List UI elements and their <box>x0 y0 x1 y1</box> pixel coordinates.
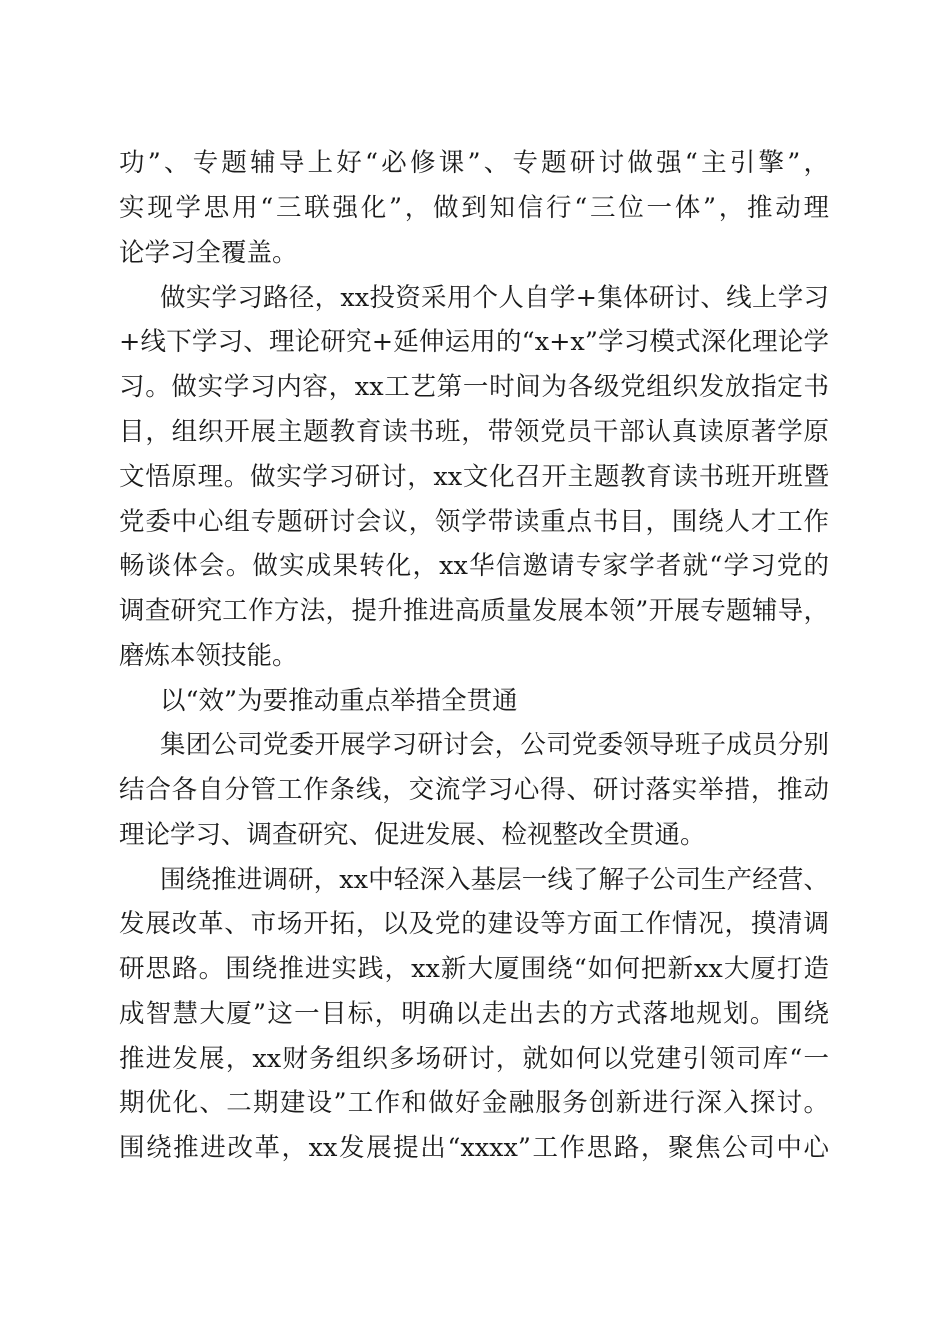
paragraph-4-line-6: 期优化、二期建设”工作和做好金融服务创新进行深入探讨。 <box>119 1088 829 1118</box>
paragraph-2-line-5: 文悟原理。做实学习研讨，xx文化召开主题教育读书班开班暨 <box>119 462 829 492</box>
paragraph-2-line-1: 做实学习路径，xx投资采用个人自学+集体研讨、线上学习 <box>160 283 829 313</box>
paragraph-1-line-2: 实现学思用“三联强化”，做到知信行“三位一体”，推动理 <box>119 193 829 223</box>
paragraph-4-line-2: 发展改革、市场开拓，以及党的建设等方面工作情况，摸清调 <box>119 909 829 939</box>
paragraph-4-line-1: 围绕推进调研，xx中轻深入基层一线了解子公司生产经营、 <box>160 865 829 895</box>
paragraph-4-line-7: 围绕推进改革，xx发展提出“xxxx”工作思路，聚焦公司中心 <box>119 1133 829 1163</box>
section-heading: 以“效”为要推动重点举措全贯通 <box>160 686 518 716</box>
paragraph-2-line-3: 习。做实学习内容，xx工艺第一时间为各级党组织发放指定书 <box>119 372 829 402</box>
paragraph-2-line-4: 目，组织开展主题教育读书班，带领党员干部认真读原著学原 <box>119 417 829 447</box>
paragraph-4-line-5: 推进发展，xx财务组织多场研讨，就如何以党建引领司库“一 <box>119 1044 829 1074</box>
paragraph-2-line-7: 畅谈体会。做实成果转化，xx华信邀请专家学者就“学习党的 <box>119 551 829 581</box>
paragraph-1-line-3: 论学习全覆盖。 <box>119 238 298 268</box>
paragraph-4-line-3: 研思路。围绕推进实践，xx新大厦围绕“如何把新xx大厦打造 <box>119 954 829 984</box>
paragraph-3-line-1: 集团公司党委开展学习研讨会，公司党委领导班子成员分别 <box>160 730 829 760</box>
paragraph-3-line-2: 结合各自分管工作条线，交流学习心得、研讨落实举措，推动 <box>119 775 829 805</box>
paragraph-2-line-8: 调查研究工作方法，提升推进高质量发展本领”开展专题辅导， <box>119 596 829 626</box>
paragraph-1-line-1: 功”、专题辅导上好“必修课”、专题研讨做强“主引擎”， <box>119 148 829 178</box>
paragraph-2-line-9: 磨炼本领技能。 <box>119 641 298 671</box>
paragraph-4-line-4: 成智慧大厦”这一目标，明确以走出去的方式落地规划。围绕 <box>119 999 829 1029</box>
paragraph-3-line-3: 理论学习、调查研究、促进发展、检视整改全贯通。 <box>119 820 706 850</box>
paragraph-2-line-2: +线下学习、理论研究+延伸运用的“x+x”学习模式深化理论学 <box>119 327 829 357</box>
paragraph-2-line-6: 党委中心组专题研讨会议，领学带读重点书目，围绕人才工作 <box>119 507 829 537</box>
